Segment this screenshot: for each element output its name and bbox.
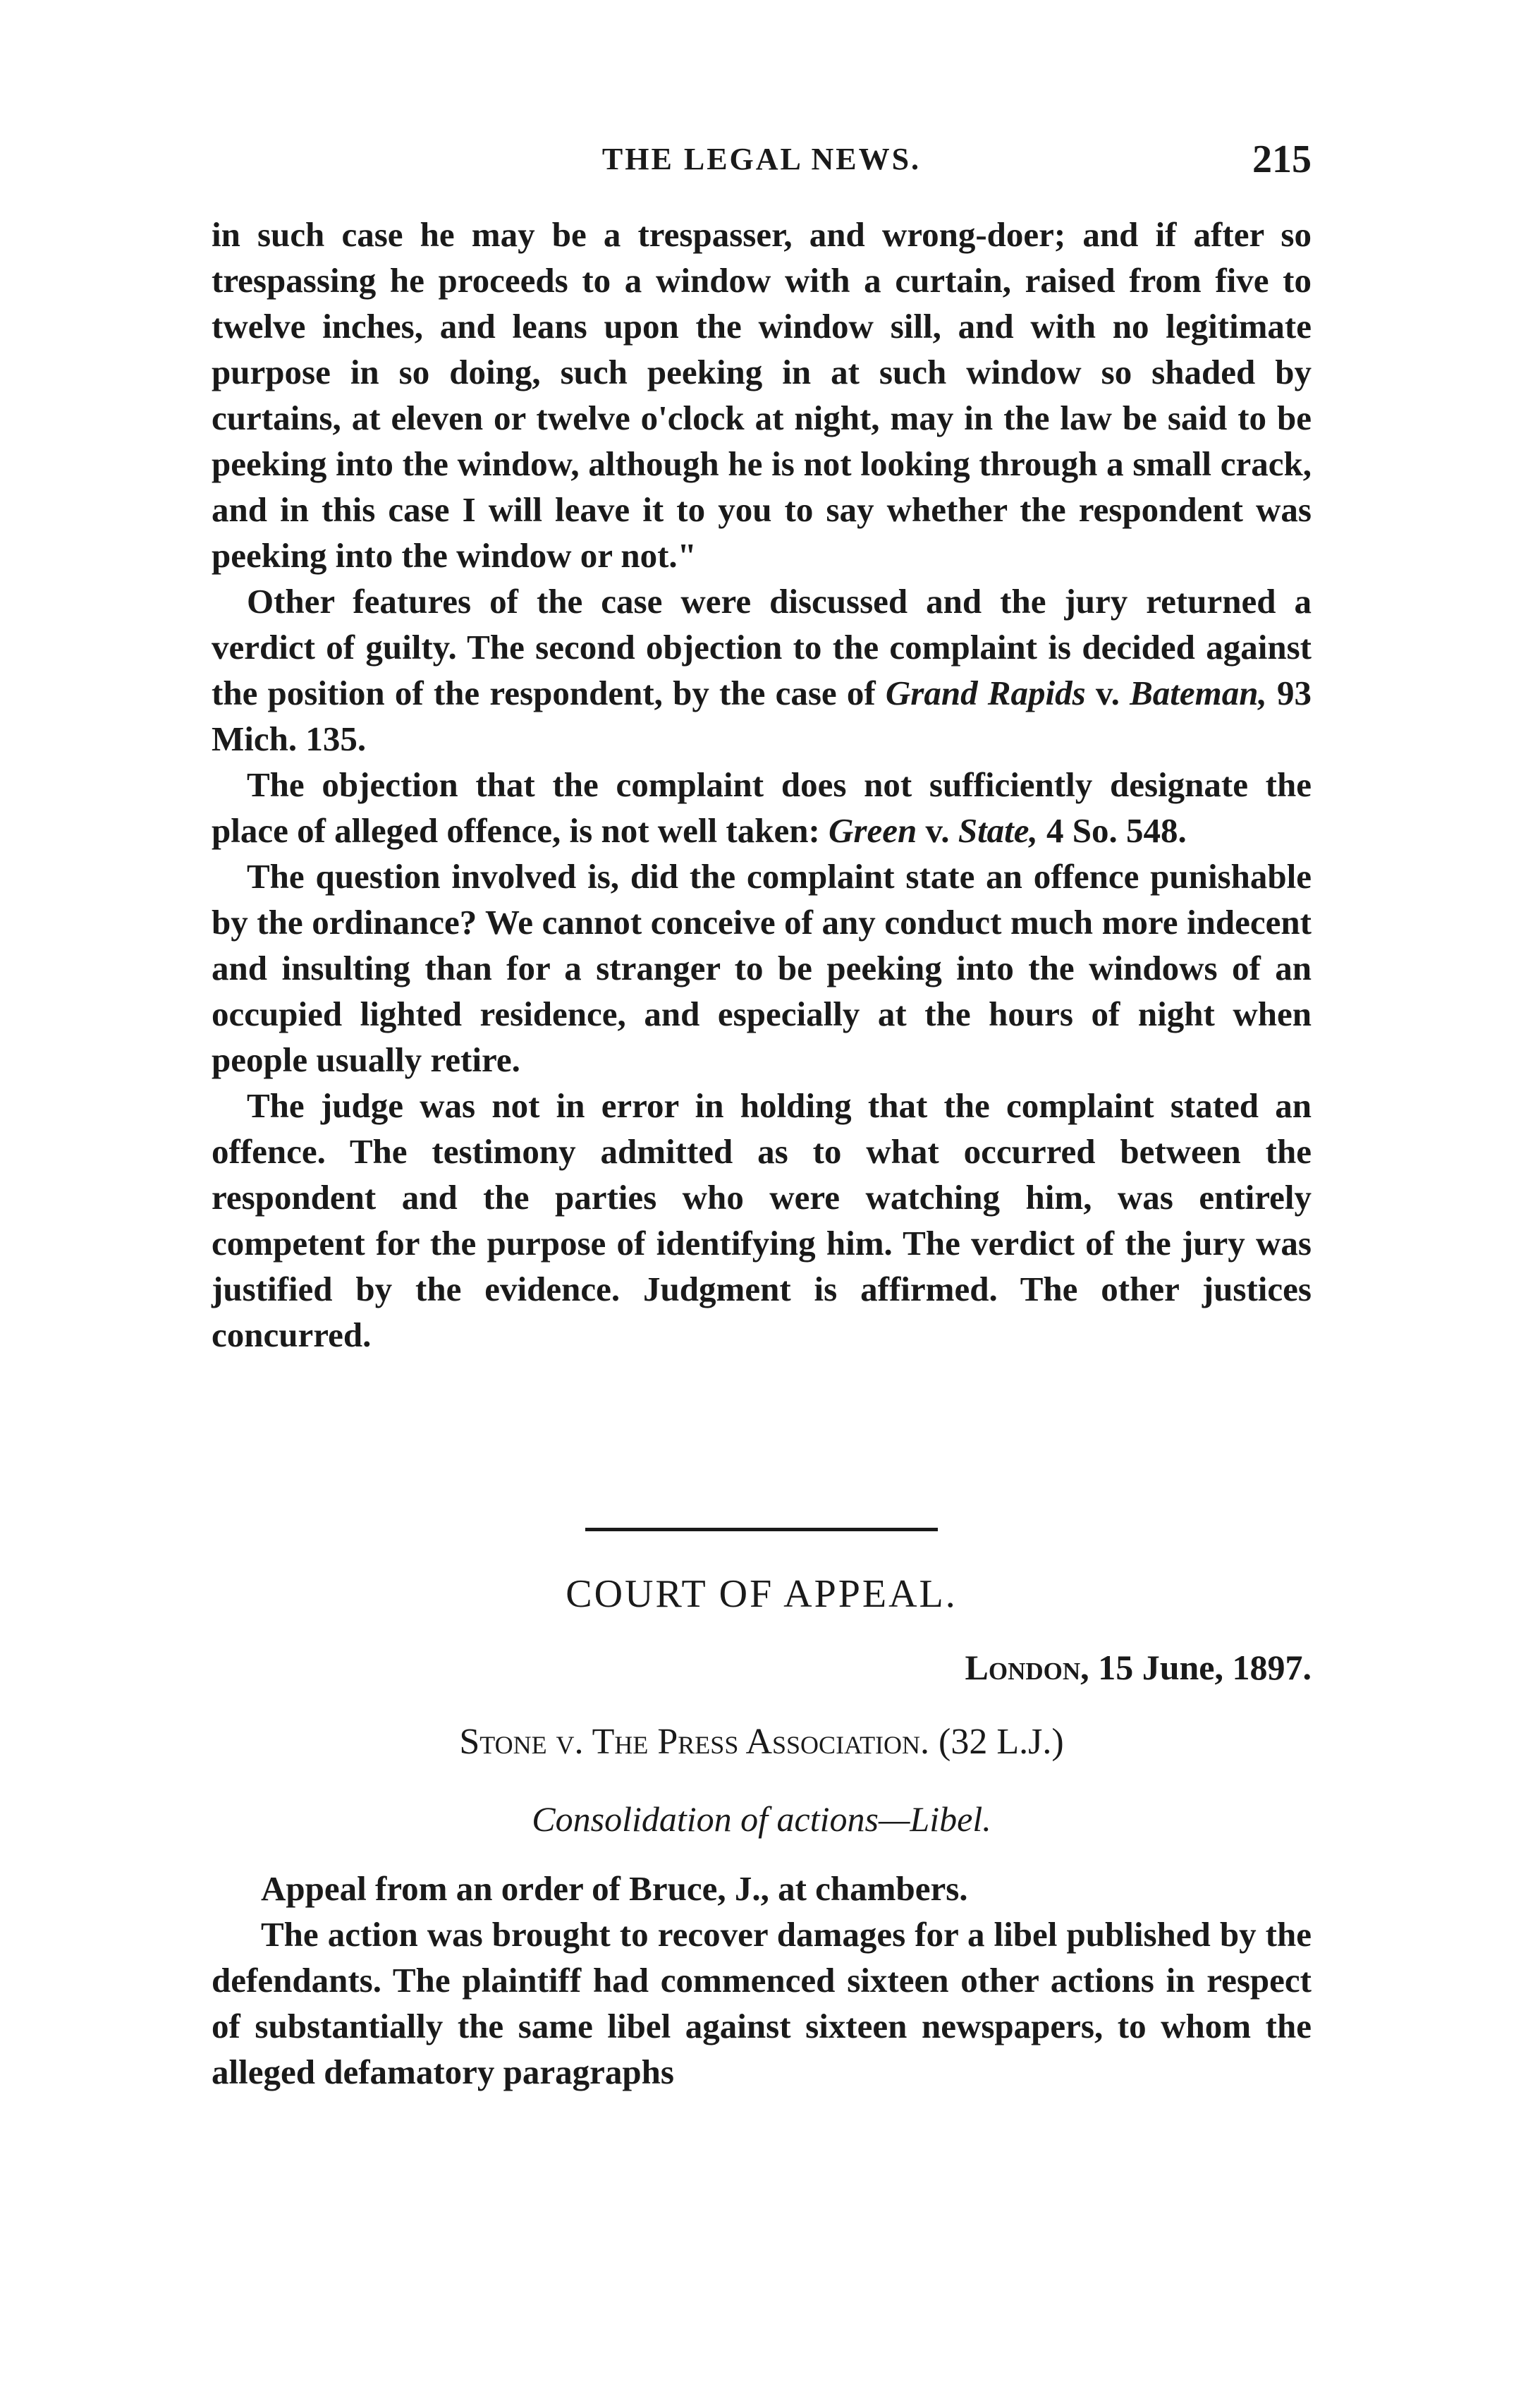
paragraph-objection [212,762,1312,853]
paragraph-verdict [212,578,1312,762]
body-text [212,212,1312,1358]
paragraph-text: Other features of the case were discussed and the jury returned a verdict of guilty. The second objection to the complaint is decided against the position of the respondent, by the case of [212,582,1312,712]
dateline-date: 15 June, 1897. [1089,1648,1312,1687]
page-number: 215 [1252,138,1312,181]
case-name: Grand Rapids [885,674,1086,712]
case-name: Green [829,811,917,850]
case-title [212,1721,1312,1763]
case-name: State, [958,811,1038,850]
paragraph-action: The action was brought to recover damages for a libel published by the defendants. The plaintiff had commenced sixteen other actions in respect of substantially the same libel against sixteen newspapers, to whom the alleged defamatory paragraphs [212,1915,1312,2091]
case-subject: Consolidation of actions—Libel. [532,1799,991,1839]
versus: v. [917,811,958,850]
case-reference: (32 L.J.) [929,1722,1064,1762]
dateline [965,1647,1312,1688]
citation: 4 So. 548. [1037,811,1187,850]
quote-paragraph: in such case he may be a trespasser, and wrong-doer; and if after so trespassing he proceeds to a window with a curtain, raised from five to twelve inches, and leans upon the window sill, and with no legitimate purpose in so doing, such peeking in at such window so shaded by curtains, at eleven or twelve o'clock at night, may in the law be said to be peeking into the window, although he is not looking through a small crack, and in this case I will leave it to you to say whether the respondent was peeking into the window or not." [212,215,1312,575]
paragraph-judgment: The judge was not in error in holding that the complaint stated an offence. The testimony admitted as to what occurred between the respondent and the parties who were watching him, was entirely competent for the purpose of identifying him. The verdict of the jury was justified by the evidence. Judgment is affirmed. The other justices concurred. [212,1086,1312,1354]
running-title: THE LEGAL NEWS. [601,142,922,176]
section-heading: COURT OF APPEAL. [566,1572,958,1616]
case-body [212,1866,1312,2095]
citation: 93 Mich. 135. [212,674,1312,758]
case-name: Bateman, [1130,674,1267,712]
paragraph-text: The objection that the complaint does not sufficiently designate the place of alleged offence, is not well taken: [212,765,1312,850]
dateline-place: London, [965,1648,1089,1687]
case-parties: Stone v. The Press Association. [459,1722,930,1762]
paragraph-appeal: Appeal from an order of Bruce, J., at chambers. [261,1869,968,1908]
page-header [212,138,1312,190]
paragraph-question: The question involved is, did the complaint state an offence punishable by the ordinance? We cannot conceive of any conduct much more indecent and insulting than for a stranger to be peeking into the windows of an occupied lighted residence, and especially at the hours of night when people usually retire. [212,857,1312,1079]
section-divider [585,1528,938,1531]
versus: v. [1085,674,1130,712]
